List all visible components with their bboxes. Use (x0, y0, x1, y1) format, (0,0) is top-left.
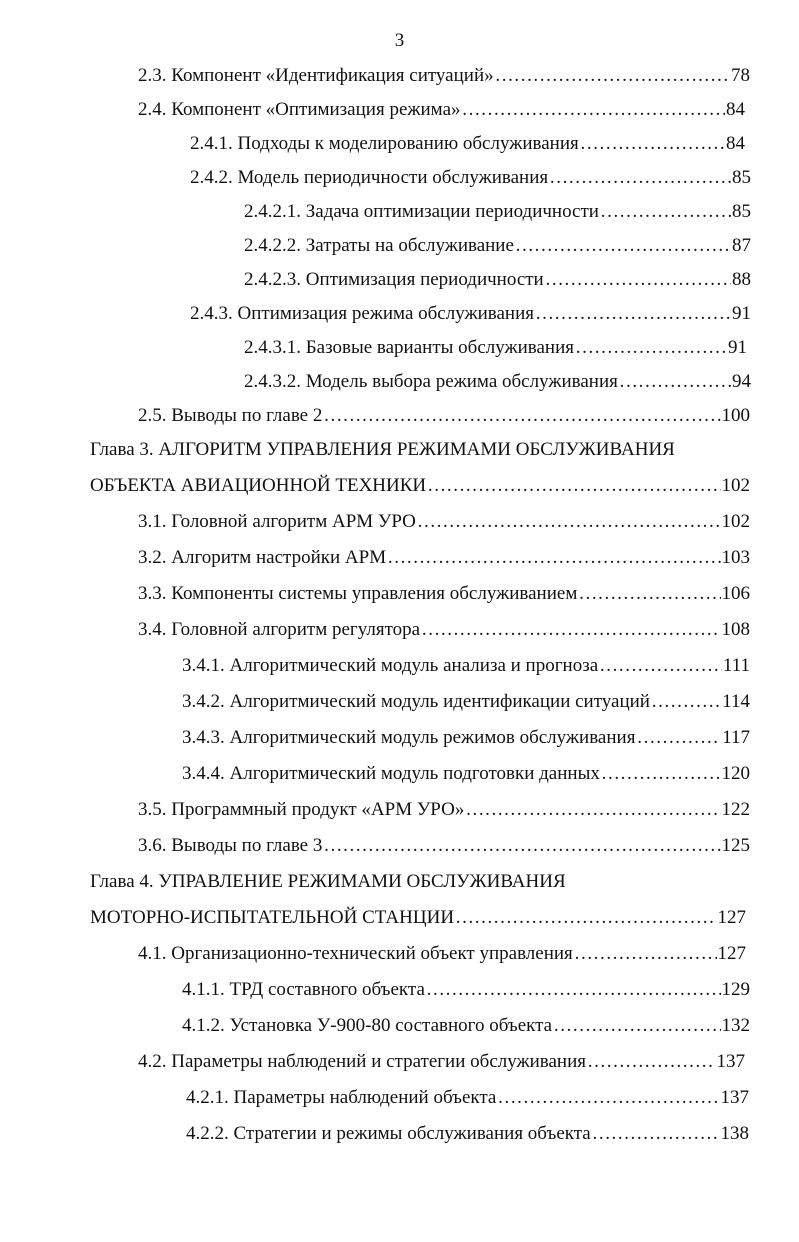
leader-dots (455, 900, 716, 936)
toc-entry-page: 137 (720, 1087, 749, 1108)
toc-entry (186, 1080, 749, 1116)
leader-dots (636, 720, 721, 756)
chapter-heading (90, 432, 750, 468)
toc-entry-page: 111 (722, 655, 750, 676)
toc-entry (138, 612, 750, 648)
toc-entry (244, 330, 747, 366)
toc-entry-label: 3.5. Программный продукт «АРМ УРО» (138, 799, 465, 820)
toc-entry (182, 1008, 750, 1044)
toc-entry-label: 4.2.2. Стратегии и режимы обслуживания объекта (186, 1123, 591, 1144)
toc-entry (138, 792, 750, 828)
toc-entry (182, 648, 750, 684)
toc-entry (182, 756, 750, 792)
toc-entry (190, 296, 751, 332)
toc-entry (138, 58, 750, 94)
toc-entry-page: 122 (721, 799, 750, 820)
toc-entry-label: МОТОРНО-ИСПЫТАТЕЛЬНОЙ СТАНЦИИ (90, 907, 455, 928)
toc-entry-page: 108 (721, 619, 750, 640)
leader-dots (417, 504, 721, 540)
toc-entry (138, 92, 745, 128)
toc-entry-page: 120 (721, 763, 750, 784)
table-of-contents (0, 58, 799, 1208)
toc-entry-label: 3.6. Выводы по главе 3 (138, 835, 323, 856)
toc-entry-label: 3.4. Головной алгоритм регулятора (138, 619, 421, 640)
leader-dots (651, 684, 721, 720)
toc-entry-label: 3.4.1. Алгоритмический модуль анализа и прогноза (182, 655, 599, 676)
toc-entry-label: 2.4.1. Подходы к моделированию обслуживания (190, 133, 579, 154)
toc-entry-page: 78 (731, 65, 750, 86)
leader-dots (549, 160, 731, 196)
toc-entry-page: 103 (721, 547, 750, 568)
toc-entry (90, 900, 746, 936)
leader-dots (592, 1116, 720, 1152)
toc-entry (182, 720, 750, 756)
page-number: 3 (394, 30, 405, 51)
toc-entry-page: 88 (732, 269, 751, 290)
toc-entry (244, 194, 751, 230)
toc-entry-page: 127 (717, 907, 746, 928)
toc-entry-page: 138 (720, 1123, 749, 1144)
toc-entry-label: 4.1.1. ТРД составного объекта (182, 979, 425, 1000)
leader-dots (580, 126, 725, 162)
toc-entry-page: 137 (716, 1051, 745, 1072)
leader-dots (427, 468, 720, 504)
toc-entry (244, 364, 751, 400)
toc-entry-page: 117 (722, 727, 750, 748)
leader-dots (535, 296, 731, 332)
toc-entry-label: 2.4.2. Модель периодичности обслуживания (190, 167, 549, 188)
toc-entry (138, 504, 750, 540)
leader-dots (515, 228, 731, 264)
chapter-heading (90, 864, 750, 900)
toc-entry-label: 2.4.3.2. Модель выбора режима обслуживания (244, 371, 618, 392)
toc-entry (138, 828, 750, 864)
toc-entry-label: 4.1. Организационно-технический объект управления (138, 943, 573, 964)
toc-entry (138, 936, 746, 972)
toc-entry-page: 100 (721, 405, 750, 426)
toc-entry-page: 106 (721, 583, 750, 604)
toc-entry-label: 3.2. Алгоритм настройки АРМ (138, 547, 387, 568)
toc-entry-label: 3.4.4. Алгоритмический модуль подготовки данных (182, 763, 600, 784)
leader-dots (323, 828, 720, 864)
toc-entry-label: 3.4.2. Алгоритмический модуль идентификации ситуаций (182, 691, 650, 712)
toc-entry (244, 228, 751, 264)
leader-dots (495, 58, 730, 94)
toc-entry-label: 2.4.2.2. Затраты на обслуживание (244, 235, 514, 256)
leader-dots (578, 576, 720, 612)
leader-dots (323, 398, 720, 434)
toc-entry-page: 85 (732, 167, 751, 188)
toc-entry-page: 94 (732, 371, 751, 392)
toc-entry-label: 3.4.3. Алгоритмический модуль режимов обслуживания (182, 727, 636, 748)
toc-entry-label: 2.4.3.1. Базовые варианты обслуживания (244, 337, 575, 358)
leader-dots (465, 792, 720, 828)
toc-entry-label: 2.5. Выводы по главе 2 (138, 405, 323, 426)
leader-dots (587, 1044, 715, 1080)
toc-entry (138, 576, 750, 612)
toc-entry-page: 114 (722, 691, 750, 712)
toc-entry-label: 2.4.2.1. Задача оптимизации периодичности (244, 201, 599, 222)
toc-entry (190, 160, 751, 196)
leader-dots (497, 1080, 719, 1116)
toc-entry-label: 4.2.1. Параметры наблюдений объекта (186, 1087, 497, 1108)
toc-entry-label: 4.2. Параметры наблюдений и стратегии обслуживания (138, 1051, 587, 1072)
leader-dots (601, 756, 721, 792)
toc-entry-page: 91 (728, 337, 747, 358)
leader-dots (600, 194, 731, 230)
chapter-heading-text: Глава 3. АЛГОРИТМ УПРАВЛЕНИЯ РЕЖИМАМИ ОБСЛУЖИВАНИЯ (90, 439, 675, 460)
toc-entry (186, 1116, 749, 1152)
toc-entry (190, 126, 745, 162)
toc-entry-label: 2.3. Компонент «Идентификация ситуаций» (138, 65, 494, 86)
toc-entry-label: 4.1.2. Установка У-900-80 составного объекта (182, 1015, 553, 1036)
toc-entry-page: 102 (721, 511, 750, 532)
toc-entry-label: 2.4.3. Оптимизация режима обслуживания (190, 303, 534, 324)
toc-entry-label: 2.4. Компонент «Оптимизация режима» (138, 99, 461, 120)
toc-entry-label: 2.4.2.3. Оптимизация периодичности (244, 269, 544, 290)
toc-entry-page: 127 (717, 943, 746, 964)
toc-entry-label: 3.3. Компоненты системы управления обслуживанием (138, 583, 578, 604)
toc-entry-label: ОБЪЕКТА АВИАЦИОННОЙ ТЕХНИКИ (90, 475, 427, 496)
toc-entry (138, 540, 750, 576)
toc-entry (90, 468, 750, 504)
toc-entry (182, 684, 750, 720)
toc-entry (138, 398, 750, 434)
toc-entry-page: 87 (732, 235, 751, 256)
toc-entry (244, 262, 751, 298)
toc-entry-label: 3.1. Головной алгоритм АРМ УРО (138, 511, 416, 532)
leader-dots (545, 262, 731, 298)
toc-entry-page: 91 (732, 303, 751, 324)
chapter-heading-text: Глава 4. УПРАВЛЕНИЕ РЕЖИМАМИ ОБСЛУЖИВАНИЯ (90, 871, 566, 892)
toc-entry-page: 85 (732, 201, 751, 222)
toc-entry (138, 1044, 745, 1080)
leader-dots (619, 364, 731, 400)
toc-entry-page: 84 (726, 133, 745, 154)
leader-dots (599, 648, 722, 684)
leader-dots (553, 1008, 720, 1044)
leader-dots (462, 92, 726, 128)
toc-entry-page: 84 (726, 99, 745, 120)
leader-dots (387, 540, 720, 576)
toc-entry-page: 102 (721, 475, 750, 496)
toc-entry-page: 125 (721, 835, 750, 856)
leader-dots (575, 330, 727, 366)
toc-entry-page: 132 (721, 1015, 750, 1036)
leader-dots (421, 612, 720, 648)
leader-dots (426, 972, 721, 1008)
toc-entry (182, 972, 750, 1008)
leader-dots (574, 936, 717, 972)
toc-entry-page: 129 (721, 979, 750, 1000)
